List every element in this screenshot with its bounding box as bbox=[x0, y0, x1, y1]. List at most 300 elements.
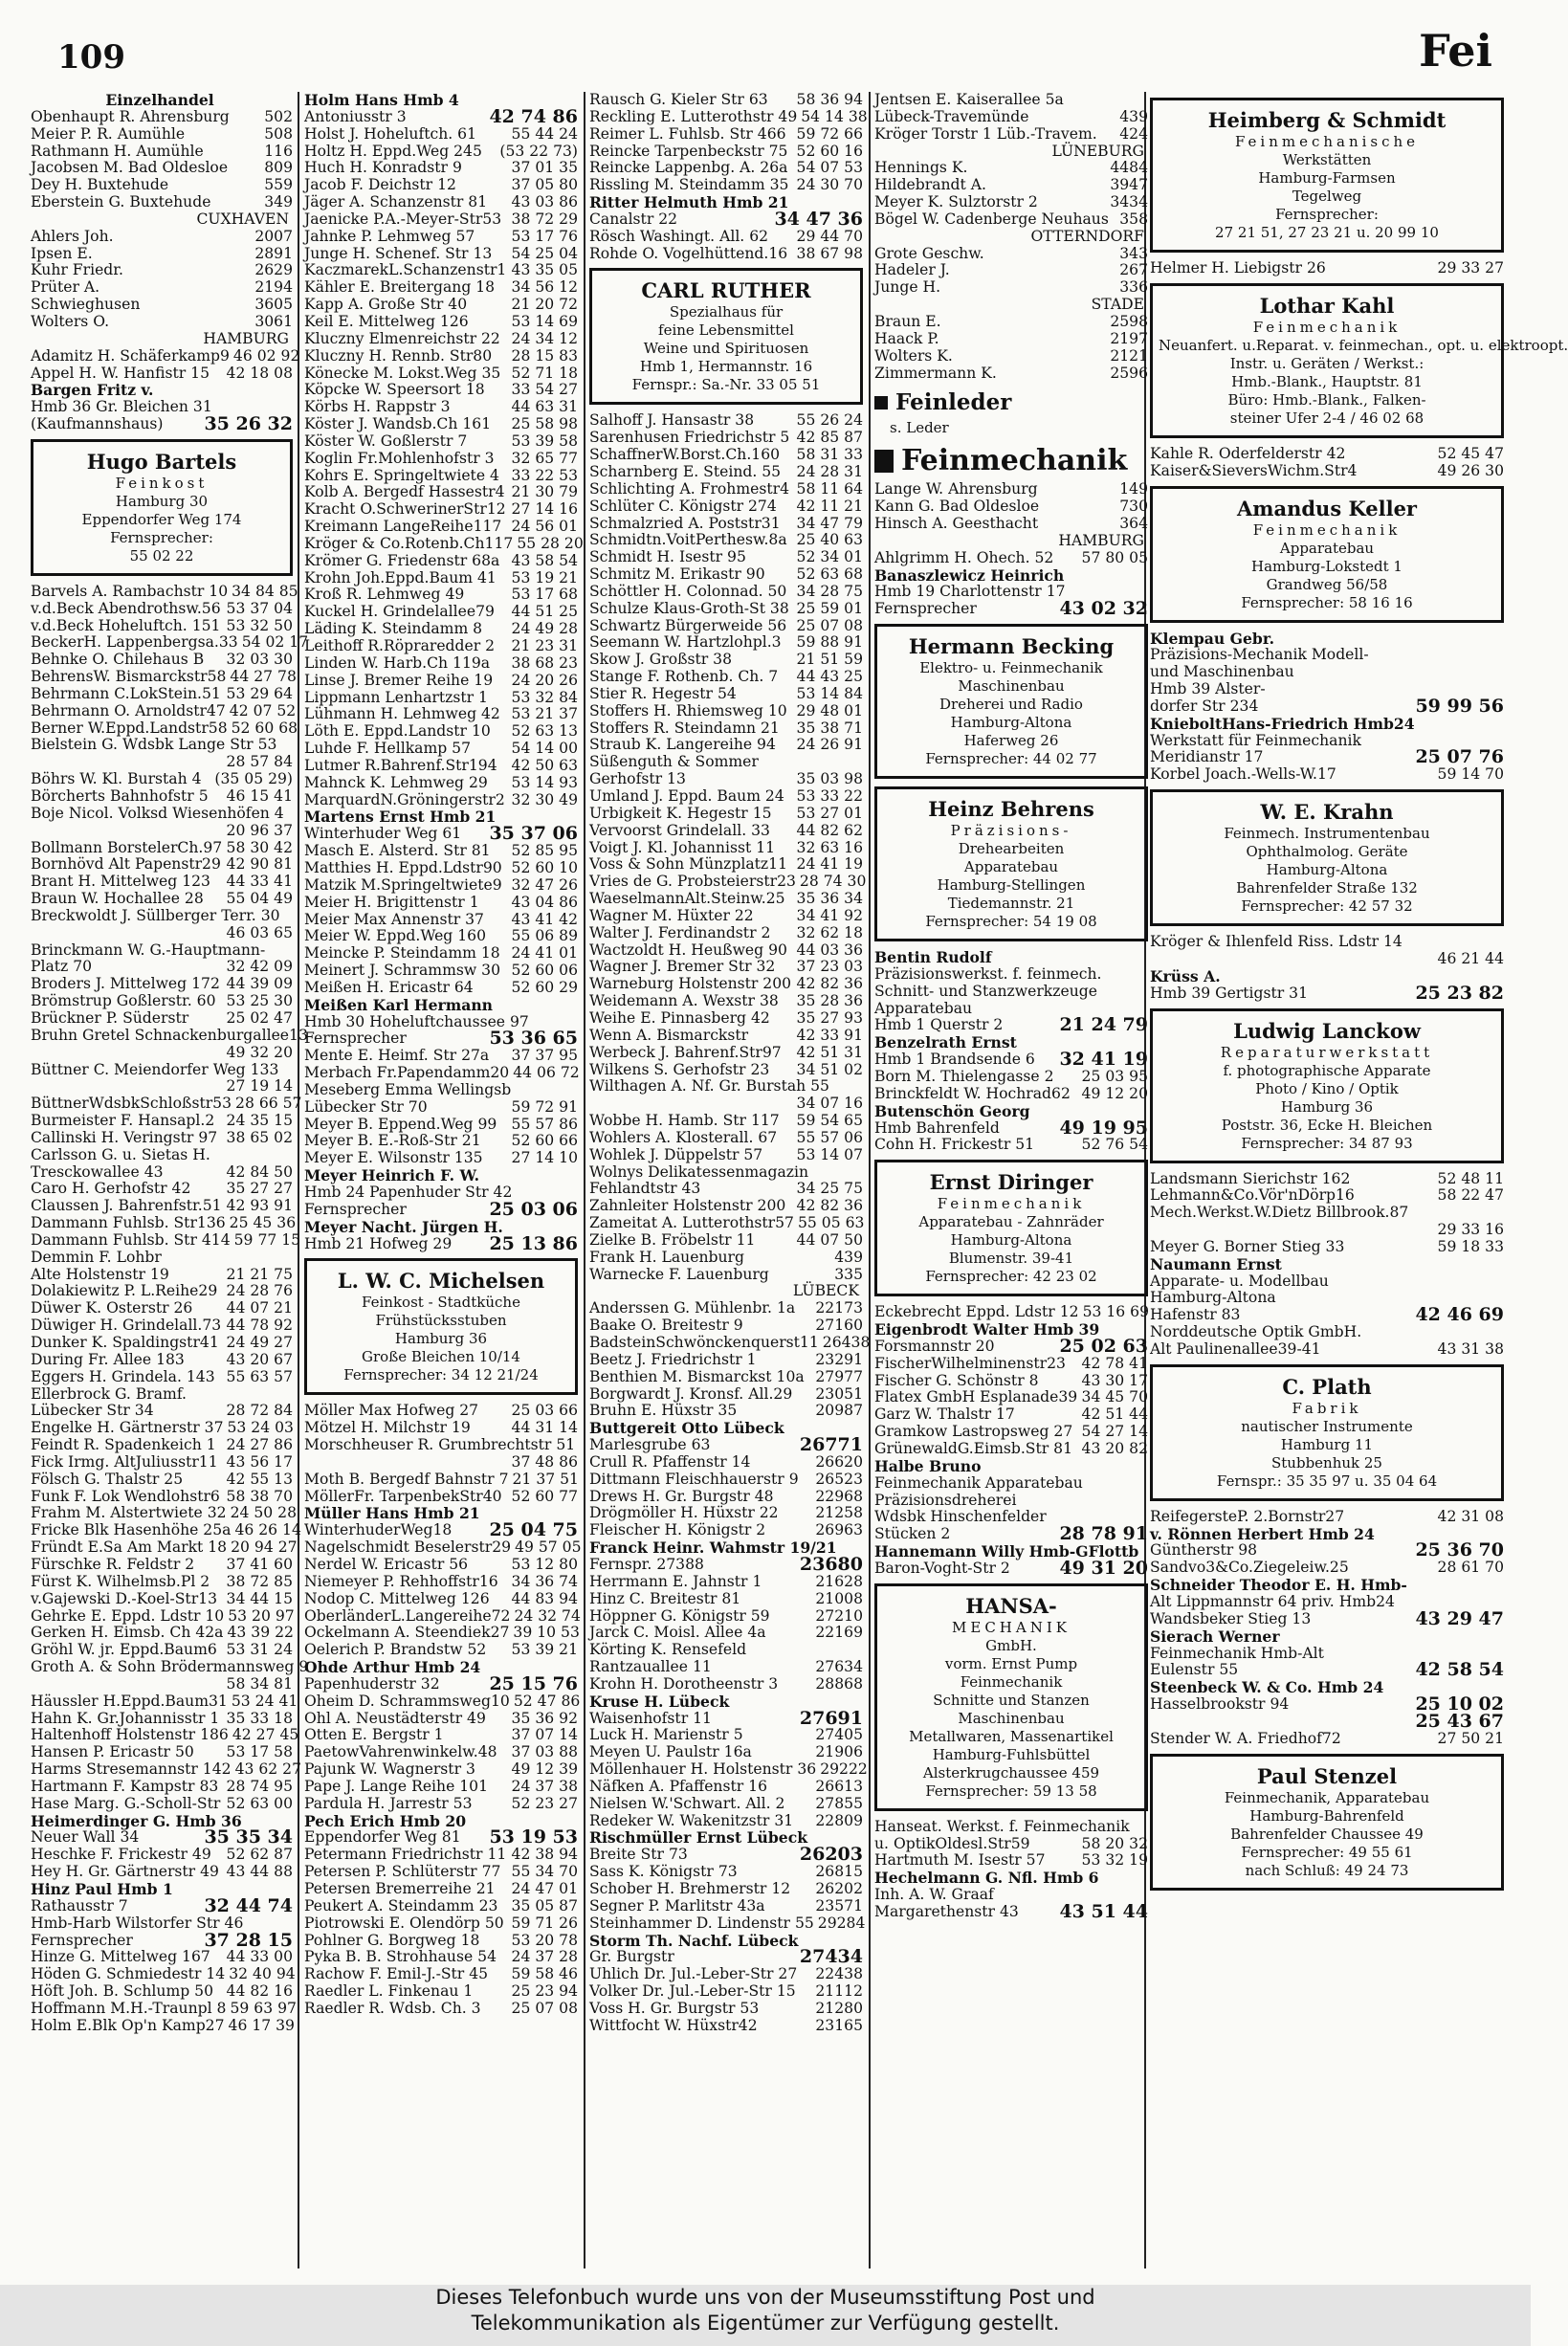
entry-phone: 53 39 58 bbox=[511, 432, 578, 450]
ad-line: nach Schluß: 49 24 73 bbox=[1245, 1861, 1409, 1879]
entry-phone: 25 58 98 bbox=[511, 415, 578, 433]
entry-name: Köster J. Wandsb.Ch 161 bbox=[304, 415, 492, 433]
entry-name: Behrmann O. Arnoldstr47 bbox=[31, 701, 226, 719]
directory-entry bbox=[874, 279, 1148, 297]
entry-phone: 54 14 00 bbox=[511, 740, 578, 758]
entry-name: Antoniusstr 3 bbox=[304, 107, 407, 125]
entry-name: Stücken 2 bbox=[874, 1525, 951, 1543]
entry-phone: 32 44 74 bbox=[204, 1894, 293, 1916]
entry-name: Voss H. Gr. Burgstr 53 bbox=[589, 1999, 760, 2017]
footer-line-2: Telekommunikation als Eigentümer zur Verfügung gestellt. bbox=[471, 2312, 1060, 2335]
entry-phone: 52 60 66 bbox=[511, 1132, 578, 1150]
ad-line: Tegelweg bbox=[1292, 188, 1362, 205]
entry-phone: 38 72 29 bbox=[511, 210, 578, 228]
directory-entry bbox=[304, 945, 578, 963]
entry-phone: 42 93 91 bbox=[226, 1197, 293, 1215]
directory-entry bbox=[31, 246, 293, 263]
entry-phone: 23051 bbox=[815, 1384, 863, 1403]
entry-phone: 53 24 41 bbox=[231, 1692, 298, 1710]
ad-line: Eppendorfer Weg 174 bbox=[81, 510, 242, 528]
entry-phone: 26203 bbox=[799, 1844, 863, 1866]
directory-entry bbox=[874, 498, 1148, 516]
entry-name: Kröger & Co.Rotenb.Ch117 bbox=[304, 534, 514, 552]
entry-phone: 44 06 72 bbox=[513, 1064, 580, 1082]
directory-entry bbox=[31, 1250, 293, 1267]
entry-name: Hmb 21 Hofweg 29 bbox=[304, 1234, 453, 1252]
entry-phone: 49 12 20 bbox=[1081, 1084, 1148, 1102]
entry-name: Löth E. Eppd.Landstr 10 bbox=[304, 722, 491, 741]
entry-phone: (53 22 73) bbox=[499, 142, 578, 160]
entry-name: Ahlers Joh. bbox=[31, 227, 114, 245]
directory-entry bbox=[304, 980, 578, 997]
entry-name: Norddeutsche Optik GmbH. bbox=[1150, 1323, 1362, 1341]
entry-name: Hmb Bahrenfeld bbox=[874, 1118, 1000, 1137]
entry-name: Kolb A. Bergedf Hassestr4 bbox=[304, 483, 505, 501]
ad-line: Hamburg 36 bbox=[1280, 1097, 1374, 1116]
directory-entry bbox=[589, 1608, 863, 1626]
directory-entry bbox=[304, 1557, 578, 1574]
entry-phone: 59 88 91 bbox=[796, 633, 863, 652]
entry-name: Weihe E. Pinnasberg 42 bbox=[589, 1008, 770, 1027]
entry-phone: 59 77 15 bbox=[233, 1230, 301, 1249]
entry-name: Böhrs W. Kl. Burstah 4 bbox=[31, 770, 202, 788]
ad-title: Amandus Keller bbox=[1236, 496, 1417, 520]
entry-phone: 2007 bbox=[254, 227, 293, 245]
directory-entry bbox=[304, 1082, 578, 1099]
entry-phone: 58 11 64 bbox=[796, 479, 863, 498]
entry-name: Läding K. Steindamm 8 bbox=[304, 620, 483, 638]
entry-phone: 46 17 39 bbox=[228, 2016, 295, 2034]
entry-phone: 28 15 83 bbox=[511, 346, 578, 365]
entry-name: Apparate- u. Modellbau bbox=[1150, 1272, 1329, 1290]
directory-entry bbox=[874, 1406, 1148, 1424]
directory-entry bbox=[304, 519, 578, 536]
ad-title: CARL RUTHER bbox=[641, 278, 811, 303]
entry-name: Meyen U. Paulstr 16a bbox=[589, 1743, 752, 1761]
directory-entry bbox=[589, 2018, 863, 2035]
entry-phone: 22438 bbox=[815, 1965, 863, 1983]
entry-phone: 349 bbox=[264, 193, 293, 211]
directory-entry bbox=[874, 229, 1148, 246]
entry-phone: 29222 bbox=[820, 1760, 868, 1779]
directory-entry bbox=[304, 194, 578, 211]
entry-name: Moth B. Bergedf Bahnstr 7 bbox=[304, 1470, 509, 1488]
entry-name: Rathmann H. Aumühle bbox=[31, 142, 204, 160]
entry-phone: 26438 bbox=[822, 1334, 871, 1351]
entry-name: Meier P. R. Aumühle bbox=[31, 124, 186, 143]
entry-name: Grote Geschw. bbox=[874, 244, 984, 262]
entry-phone: 53 36 65 bbox=[489, 1028, 578, 1050]
entry-name: Seemann W. Hartzlohpl.3 bbox=[589, 633, 782, 652]
directory-entry bbox=[31, 1437, 293, 1454]
directory-entry bbox=[31, 771, 293, 788]
entry-phone: 59 72 91 bbox=[511, 1097, 578, 1116]
entry-name: Otten E. Bergstr 1 bbox=[304, 1726, 444, 1744]
directory-entry bbox=[304, 1574, 578, 1591]
entry-name: Hahn K. Gr.Johannisstr 1 bbox=[31, 1709, 220, 1727]
entry-phone: 25 59 01 bbox=[796, 599, 863, 617]
directory-entry bbox=[31, 126, 293, 144]
entry-name: Korbel Joach.-Wells-W.17 bbox=[1150, 765, 1336, 784]
directory-entry bbox=[31, 1658, 309, 1676]
directory-entry bbox=[31, 1181, 293, 1198]
directory-entry bbox=[31, 1045, 293, 1062]
directory-entry bbox=[304, 912, 578, 929]
directory-entry bbox=[874, 246, 1148, 263]
ad-line: Fernsprecher: 44 02 77 bbox=[925, 750, 1097, 768]
entry-phone: 22809 bbox=[815, 1811, 863, 1829]
entry-name: Kreimann LangeReihe117 bbox=[304, 518, 502, 536]
entry-name: Hechelmann G. Nfl. Hmb 6 bbox=[874, 1869, 1099, 1888]
ad-line: Feinmech. Instrumentenbau bbox=[1224, 825, 1430, 843]
entry-name: Brinckmann W. G.-Hauptmann- bbox=[31, 941, 266, 959]
entry-phone: 34 44 15 bbox=[226, 1589, 293, 1607]
directory-entry bbox=[304, 382, 578, 399]
directory-entry bbox=[31, 1625, 293, 1642]
entry-phone: 44 82 62 bbox=[796, 821, 863, 839]
directory-entry bbox=[304, 553, 578, 570]
entry-name: Güntherstr 98 bbox=[1150, 1541, 1258, 1560]
directory-entry bbox=[31, 1779, 293, 1796]
entry-phone: 358 bbox=[1119, 210, 1148, 228]
entry-name: Sarenhusen Friedrichstr 5 bbox=[589, 429, 790, 447]
directory-entry bbox=[1150, 446, 1504, 463]
ad-line: Feinmechanik, Apparatebau bbox=[1224, 1788, 1430, 1806]
entry-phone: 34 25 75 bbox=[796, 1180, 863, 1198]
directory-entry bbox=[31, 701, 297, 720]
entry-phone: 53 29 64 bbox=[226, 684, 293, 702]
entry-phone: 32 03 30 bbox=[226, 651, 293, 669]
entry-name: Schlichting A. Frohmestr4 bbox=[589, 479, 789, 498]
ad-line: Bahrenfelder Chaussee 49 bbox=[1230, 1825, 1424, 1843]
entry-phone: 29 44 70 bbox=[796, 227, 863, 245]
entry-phone: 24 37 38 bbox=[511, 1777, 578, 1795]
directory-entry bbox=[31, 993, 293, 1010]
entry-name: Braun W. Hochallee 28 bbox=[31, 890, 204, 908]
entry-name: und Maschinenbau bbox=[1150, 663, 1294, 681]
entry-name: Meyer K. Sulztorstr 2 bbox=[874, 193, 1038, 211]
entry-phone: 55 06 89 bbox=[511, 927, 578, 945]
entry-name: STADE bbox=[1091, 296, 1144, 314]
entry-name: Straub K. Langereihe 94 bbox=[589, 736, 776, 754]
entry-phone: 35 35 34 bbox=[204, 1826, 293, 1848]
entry-name: Fölsch G. Thalstr 25 bbox=[31, 1470, 184, 1488]
entry-name: Cohn H. Frickestr 51 bbox=[874, 1136, 1035, 1154]
directory-entry bbox=[589, 481, 863, 498]
entry-phone: 24 50 28 bbox=[230, 1504, 298, 1522]
ad-line: Photo / Kino / Optik bbox=[1255, 1079, 1399, 1097]
entry-phone: 28 74 95 bbox=[226, 1777, 293, 1795]
entry-name: Feindt R. Spadenkeich 1 bbox=[31, 1436, 216, 1454]
directory-entry bbox=[1150, 1710, 1504, 1732]
entry-name: SchaffnerW.Borst.Ch.160 bbox=[589, 446, 781, 464]
entry-phone: 26613 bbox=[815, 1777, 863, 1795]
ad-line: vorm. Ernst Pump bbox=[944, 1654, 1078, 1672]
entry-name: Ockelmann A. Steendiek27 bbox=[304, 1624, 510, 1642]
entry-name: Hmb 1 Brandsende 6 bbox=[874, 1051, 1035, 1069]
entry-phone: 55 34 70 bbox=[511, 1863, 578, 1881]
entry-phone: 32 63 16 bbox=[796, 838, 863, 856]
ad-line: Tiedemannstr. 21 bbox=[947, 895, 1075, 913]
entry-phone: 35 27 27 bbox=[226, 1180, 293, 1198]
directory-entry bbox=[874, 533, 1148, 550]
entry-name: dorfer Str 234 bbox=[1150, 697, 1259, 715]
ad-box-heimberg bbox=[1150, 98, 1504, 253]
entry-name: Junge H. bbox=[874, 278, 941, 297]
entry-name: Körting K. Rensefeld bbox=[589, 1641, 747, 1659]
entry-name: KnieboltHans-Friedrich Hmb24 bbox=[1150, 714, 1415, 733]
directory-entry bbox=[589, 1760, 868, 1779]
entry-name: Waisenhofstr 11 bbox=[589, 1709, 712, 1727]
entry-name: Wolters O. bbox=[31, 312, 110, 330]
entry-name: Bögel W. Cadenberge Neuhaus bbox=[874, 210, 1109, 228]
ad-line: Maschinenbau bbox=[958, 677, 1065, 696]
ad-line: Fernsprecher: 42 57 32 bbox=[1241, 897, 1413, 916]
entry-phone: 43 44 88 bbox=[226, 1863, 293, 1881]
ad-title: Hugo Bartels bbox=[86, 449, 237, 474]
entry-phone: 53 20 97 bbox=[228, 1606, 295, 1625]
entry-name: Rantzauallee 11 bbox=[589, 1658, 712, 1676]
entry-name: Masch E. Alsterd. Str 81 bbox=[304, 842, 491, 860]
entry-phone: 46 02 92 bbox=[232, 346, 300, 365]
directory-entry bbox=[304, 604, 578, 621]
entry-phone: 27855 bbox=[815, 1794, 863, 1812]
entry-phone: 44 51 25 bbox=[511, 603, 578, 621]
entry-phone: 42 46 69 bbox=[1415, 1304, 1504, 1326]
entry-phone: 27691 bbox=[799, 1707, 863, 1729]
entry-phone: 52 60 06 bbox=[511, 962, 578, 980]
ad-line: Spezialhaus für bbox=[669, 303, 784, 321]
entry-phone: 20987 bbox=[815, 1402, 863, 1420]
entry-phone: 58 31 33 bbox=[796, 446, 863, 464]
directory-entry bbox=[589, 1642, 863, 1659]
entry-phone: 42 50 63 bbox=[511, 756, 578, 774]
entry-name: Hmb 39 Gertigstr 31 bbox=[1150, 984, 1309, 1002]
entry-name: Lutmer R.Bahrenf.Str194 bbox=[304, 756, 497, 774]
directory-entry bbox=[874, 297, 1148, 314]
directory-entry bbox=[589, 1045, 863, 1062]
ad-line: Maschinenbau bbox=[958, 1709, 1065, 1727]
entry-name: Schmitz M. Erikastr 90 bbox=[589, 565, 765, 584]
entry-phone: 34 47 36 bbox=[774, 208, 863, 230]
directory-entry bbox=[304, 1198, 578, 1220]
entry-phone: 116 bbox=[264, 142, 293, 160]
entry-name: Wolters K. bbox=[874, 346, 953, 365]
entry-name: Warnecke F. Lauenburg bbox=[589, 1265, 769, 1283]
entry-name: Hmb 30 Hoheluftchaussee 97 bbox=[304, 1012, 529, 1030]
entry-name: Hmb 1 Querstr 2 bbox=[874, 1016, 1004, 1034]
entry-phone: 21 30 79 bbox=[511, 483, 578, 501]
entry-name: Linse J. Bremer Reihe 19 bbox=[304, 671, 494, 689]
entry-name: Mech.Werkst.W.Dietz Billbrook.87 bbox=[1150, 1204, 1409, 1222]
entry-name: Bruhn E. Hüxstr 35 bbox=[589, 1402, 738, 1420]
entry-name: Jacob F. Deichstr 12 bbox=[304, 176, 456, 194]
entry-phone: 3061 bbox=[254, 312, 293, 330]
entry-name: Oelerich P. Brandstw 52 bbox=[304, 1641, 487, 1659]
directory-entry bbox=[1150, 695, 1504, 717]
entry-name: Alt Lippmannstr 64 priv. Hmb24 bbox=[1150, 1593, 1395, 1610]
entry-name: Winterhuder Weg 61 bbox=[304, 825, 462, 843]
entry-phone: 27634 bbox=[815, 1658, 863, 1676]
ad-title: Heinz Behrens bbox=[928, 797, 1094, 822]
ad-line: Fernsprecher: 59 13 58 bbox=[925, 1782, 1097, 1800]
entry-phone: 809 bbox=[264, 159, 293, 177]
entry-name: Nerdel W. Ericastr 56 bbox=[304, 1555, 469, 1573]
directory-entry bbox=[874, 160, 1148, 177]
entry-name: FischerWilhelminenstr23 bbox=[874, 1354, 1066, 1372]
directory-entry bbox=[304, 314, 578, 331]
entry-name: Tresckowallee 43 bbox=[31, 1162, 164, 1181]
directory-entry bbox=[31, 1760, 302, 1779]
entry-phone: 46 26 14 bbox=[234, 1521, 301, 1539]
directory-entry bbox=[304, 928, 578, 945]
directory-entry bbox=[304, 416, 578, 433]
entry-name: Reincke Lappenbg. A. 26a bbox=[589, 159, 788, 177]
directory-entry bbox=[304, 1933, 578, 1950]
entry-phone: 33 54 27 bbox=[511, 381, 578, 399]
entry-phone: 53 39 21 bbox=[511, 1641, 578, 1659]
entry-phone: 44 27 78 bbox=[230, 668, 297, 686]
entry-name: Eigenbrodt Walter Hmb 39 bbox=[874, 1320, 1100, 1339]
entry-name: Fründt E.Sa Am Markt 18 bbox=[31, 1538, 228, 1557]
entry-phone: 23571 bbox=[815, 1896, 863, 1914]
entry-phone: 21 21 75 bbox=[226, 1265, 293, 1283]
entry-name: Hartmann F. Kampstr 83 bbox=[31, 1777, 219, 1795]
entry-name: Bielstein G. Wdsbk Lange Str 53 bbox=[31, 736, 277, 754]
entry-phone: 34 47 79 bbox=[796, 514, 863, 532]
ad-line: Reparaturwerkstatt bbox=[1220, 1043, 1434, 1061]
entry-phone: 54 27 14 bbox=[1081, 1423, 1148, 1441]
column-divider bbox=[869, 92, 871, 2269]
entry-phone: 34 45 70 bbox=[1081, 1388, 1148, 1406]
entry-name: Düwiger H. Grindelall.73 bbox=[31, 1317, 222, 1335]
entry-phone: 25 13 86 bbox=[489, 1232, 578, 1254]
entry-name: Kähler E. Breitergang 18 bbox=[304, 278, 496, 297]
entry-name: Pardula H. Jarrestr 53 bbox=[304, 1794, 473, 1812]
entry-name: Feinmechanik Hmb-Alt bbox=[1150, 1644, 1324, 1662]
entry-name: Ohl A. Neustädterstr 49 bbox=[304, 1709, 486, 1727]
entry-phone: 21112 bbox=[815, 1982, 863, 2001]
directory-entry bbox=[874, 1086, 1148, 1103]
section-reference: s. Leder bbox=[890, 419, 949, 437]
entry-name: Raedler R. Wdsb. Ch. 3 bbox=[304, 1999, 481, 2017]
entry-phone: 59 71 26 bbox=[511, 1914, 578, 1932]
directory-entry bbox=[304, 690, 578, 707]
entry-name: Ellerbrock G. Bramf. bbox=[31, 1384, 187, 1403]
entry-name: Anderssen G. Mühlenbr. 1a bbox=[589, 1299, 796, 1317]
entry-phone: 25 36 70 bbox=[1415, 1539, 1504, 1561]
entry-name: Köster W. Goßlerstr 7 bbox=[304, 432, 468, 450]
entry-name: Eckebrecht Eppd. Ldstr 12 bbox=[874, 1303, 1079, 1321]
ad-line: Stubbenhuk 25 bbox=[1271, 1453, 1382, 1472]
entry-name: MarquardN.Gröningerstr2 bbox=[304, 790, 505, 808]
entry-phone: 42 82 36 bbox=[796, 975, 863, 993]
entry-name: Hinz C. Breitestr 81 bbox=[589, 1589, 741, 1607]
ad-title: Hermann Becking bbox=[908, 634, 1115, 659]
directory-entry bbox=[304, 1864, 578, 1881]
ad-line: MECHANIK bbox=[952, 1618, 1071, 1636]
entry-phone: 23291 bbox=[815, 1350, 863, 1368]
entry-phone: 336 bbox=[1119, 278, 1148, 297]
directory-entry bbox=[589, 1966, 863, 1983]
entry-name: Martens Ernst Hmb 21 bbox=[304, 808, 497, 827]
entry-name: Zielke B. Fröbelstr 11 bbox=[589, 1230, 756, 1249]
entry-phone: 21 24 79 bbox=[1059, 1014, 1148, 1036]
entry-name: Lange W. Ahrensburg bbox=[874, 480, 1038, 498]
entry-phone: 42 58 54 bbox=[1415, 1659, 1504, 1681]
ad-line: Feinkost - Stadtküche bbox=[362, 1294, 520, 1312]
entry-phone: 53 14 07 bbox=[796, 1145, 863, 1163]
directory-entry bbox=[1150, 951, 1504, 968]
entry-phone: 26620 bbox=[815, 1452, 863, 1471]
ad-line: Hamburg 30 bbox=[115, 492, 209, 510]
directory-entry bbox=[304, 706, 578, 723]
entry-name: Salhoff J. Hansastr 38 bbox=[589, 411, 755, 430]
entry-name: HAMBURG bbox=[1058, 531, 1144, 549]
entry-name: GrünewaldG.Eimsb.Str 81 bbox=[874, 1439, 1072, 1457]
ad-line: Drehearbeiten bbox=[958, 840, 1065, 858]
entry-name: Petermann Friedrichstr 11 bbox=[304, 1846, 507, 1864]
directory-entry bbox=[1150, 1324, 1504, 1341]
entry-phone: 46 21 44 bbox=[1437, 949, 1504, 967]
entry-name: Butenschön Georg bbox=[874, 1101, 1030, 1120]
entry-phone: 58 30 42 bbox=[226, 838, 293, 856]
entry-phone: 343 bbox=[1119, 244, 1148, 262]
directory-entry bbox=[589, 1283, 863, 1300]
entry-name: Dammann Fuhlsb. Str136 bbox=[31, 1214, 226, 1232]
entry-phone: 53 14 84 bbox=[796, 684, 863, 702]
directory-entry bbox=[304, 963, 578, 980]
ad-line: Fernsprecher: 49 55 61 bbox=[1241, 1843, 1413, 1861]
footer-line-1: Dieses Telefonbuch wurde uns von der Museumsstiftung Post und bbox=[435, 2286, 1095, 2309]
directory-entry bbox=[589, 1813, 863, 1830]
entry-name: Redeker W. Wakenitzstr 31 bbox=[589, 1811, 794, 1829]
entry-name: OberländerL.Langereihe72 bbox=[304, 1606, 511, 1625]
entry-phone: 25 03 95 bbox=[1081, 1068, 1148, 1085]
entry-phone: 52 23 27 bbox=[511, 1794, 578, 1812]
entry-name: Schöttler H. Colonnad. 50 bbox=[589, 582, 787, 600]
entry-name: Kann G. Bad Oldesloe bbox=[874, 498, 1040, 516]
entry-name: Einzelhandel bbox=[105, 91, 214, 109]
directory-entry bbox=[304, 1796, 578, 1813]
entry-name: Storm Th. Nachf. Lübeck bbox=[589, 1931, 799, 1950]
entry-phone: 35 28 36 bbox=[796, 992, 863, 1010]
ad-title: Lothar Kahl bbox=[1259, 293, 1395, 318]
entry-phone: 21628 bbox=[815, 1572, 863, 1590]
directory-entry bbox=[589, 144, 863, 161]
entry-phone: 32 65 77 bbox=[511, 449, 578, 467]
entry-phone: 4484 bbox=[1110, 159, 1148, 177]
entry-phone: 35 05 87 bbox=[511, 1896, 578, 1914]
ad-line: Feinmechanik bbox=[960, 1672, 1063, 1691]
entry-phone: 37 41 60 bbox=[226, 1555, 293, 1573]
entry-name: Werkstatt für Feinmechanik bbox=[1150, 731, 1361, 749]
entry-phone: 28 66 57 bbox=[235, 1095, 302, 1113]
entry-phone: 25 03 06 bbox=[489, 1198, 578, 1220]
entry-phone: 35 33 18 bbox=[226, 1709, 293, 1727]
entry-name: Steinhammer D. Lindenstr 55 bbox=[589, 1914, 814, 1932]
ad-line: Fernsprecher: bbox=[110, 528, 213, 546]
directory-entry bbox=[304, 1826, 578, 1848]
entry-name: Holtz H. Eppd.Weg 245 bbox=[304, 142, 482, 160]
directory-entry bbox=[31, 314, 293, 331]
directory-entry bbox=[31, 942, 293, 960]
entry-name: Höden G. Schmiedestr 14 bbox=[31, 1965, 226, 1983]
directory-entry bbox=[31, 1744, 293, 1761]
ad-line: Hamburg 36 bbox=[394, 1330, 488, 1348]
entry-phone: 35 26 32 bbox=[204, 413, 293, 435]
entry-name: Kuckel H. Grindelallee79 bbox=[304, 603, 495, 621]
